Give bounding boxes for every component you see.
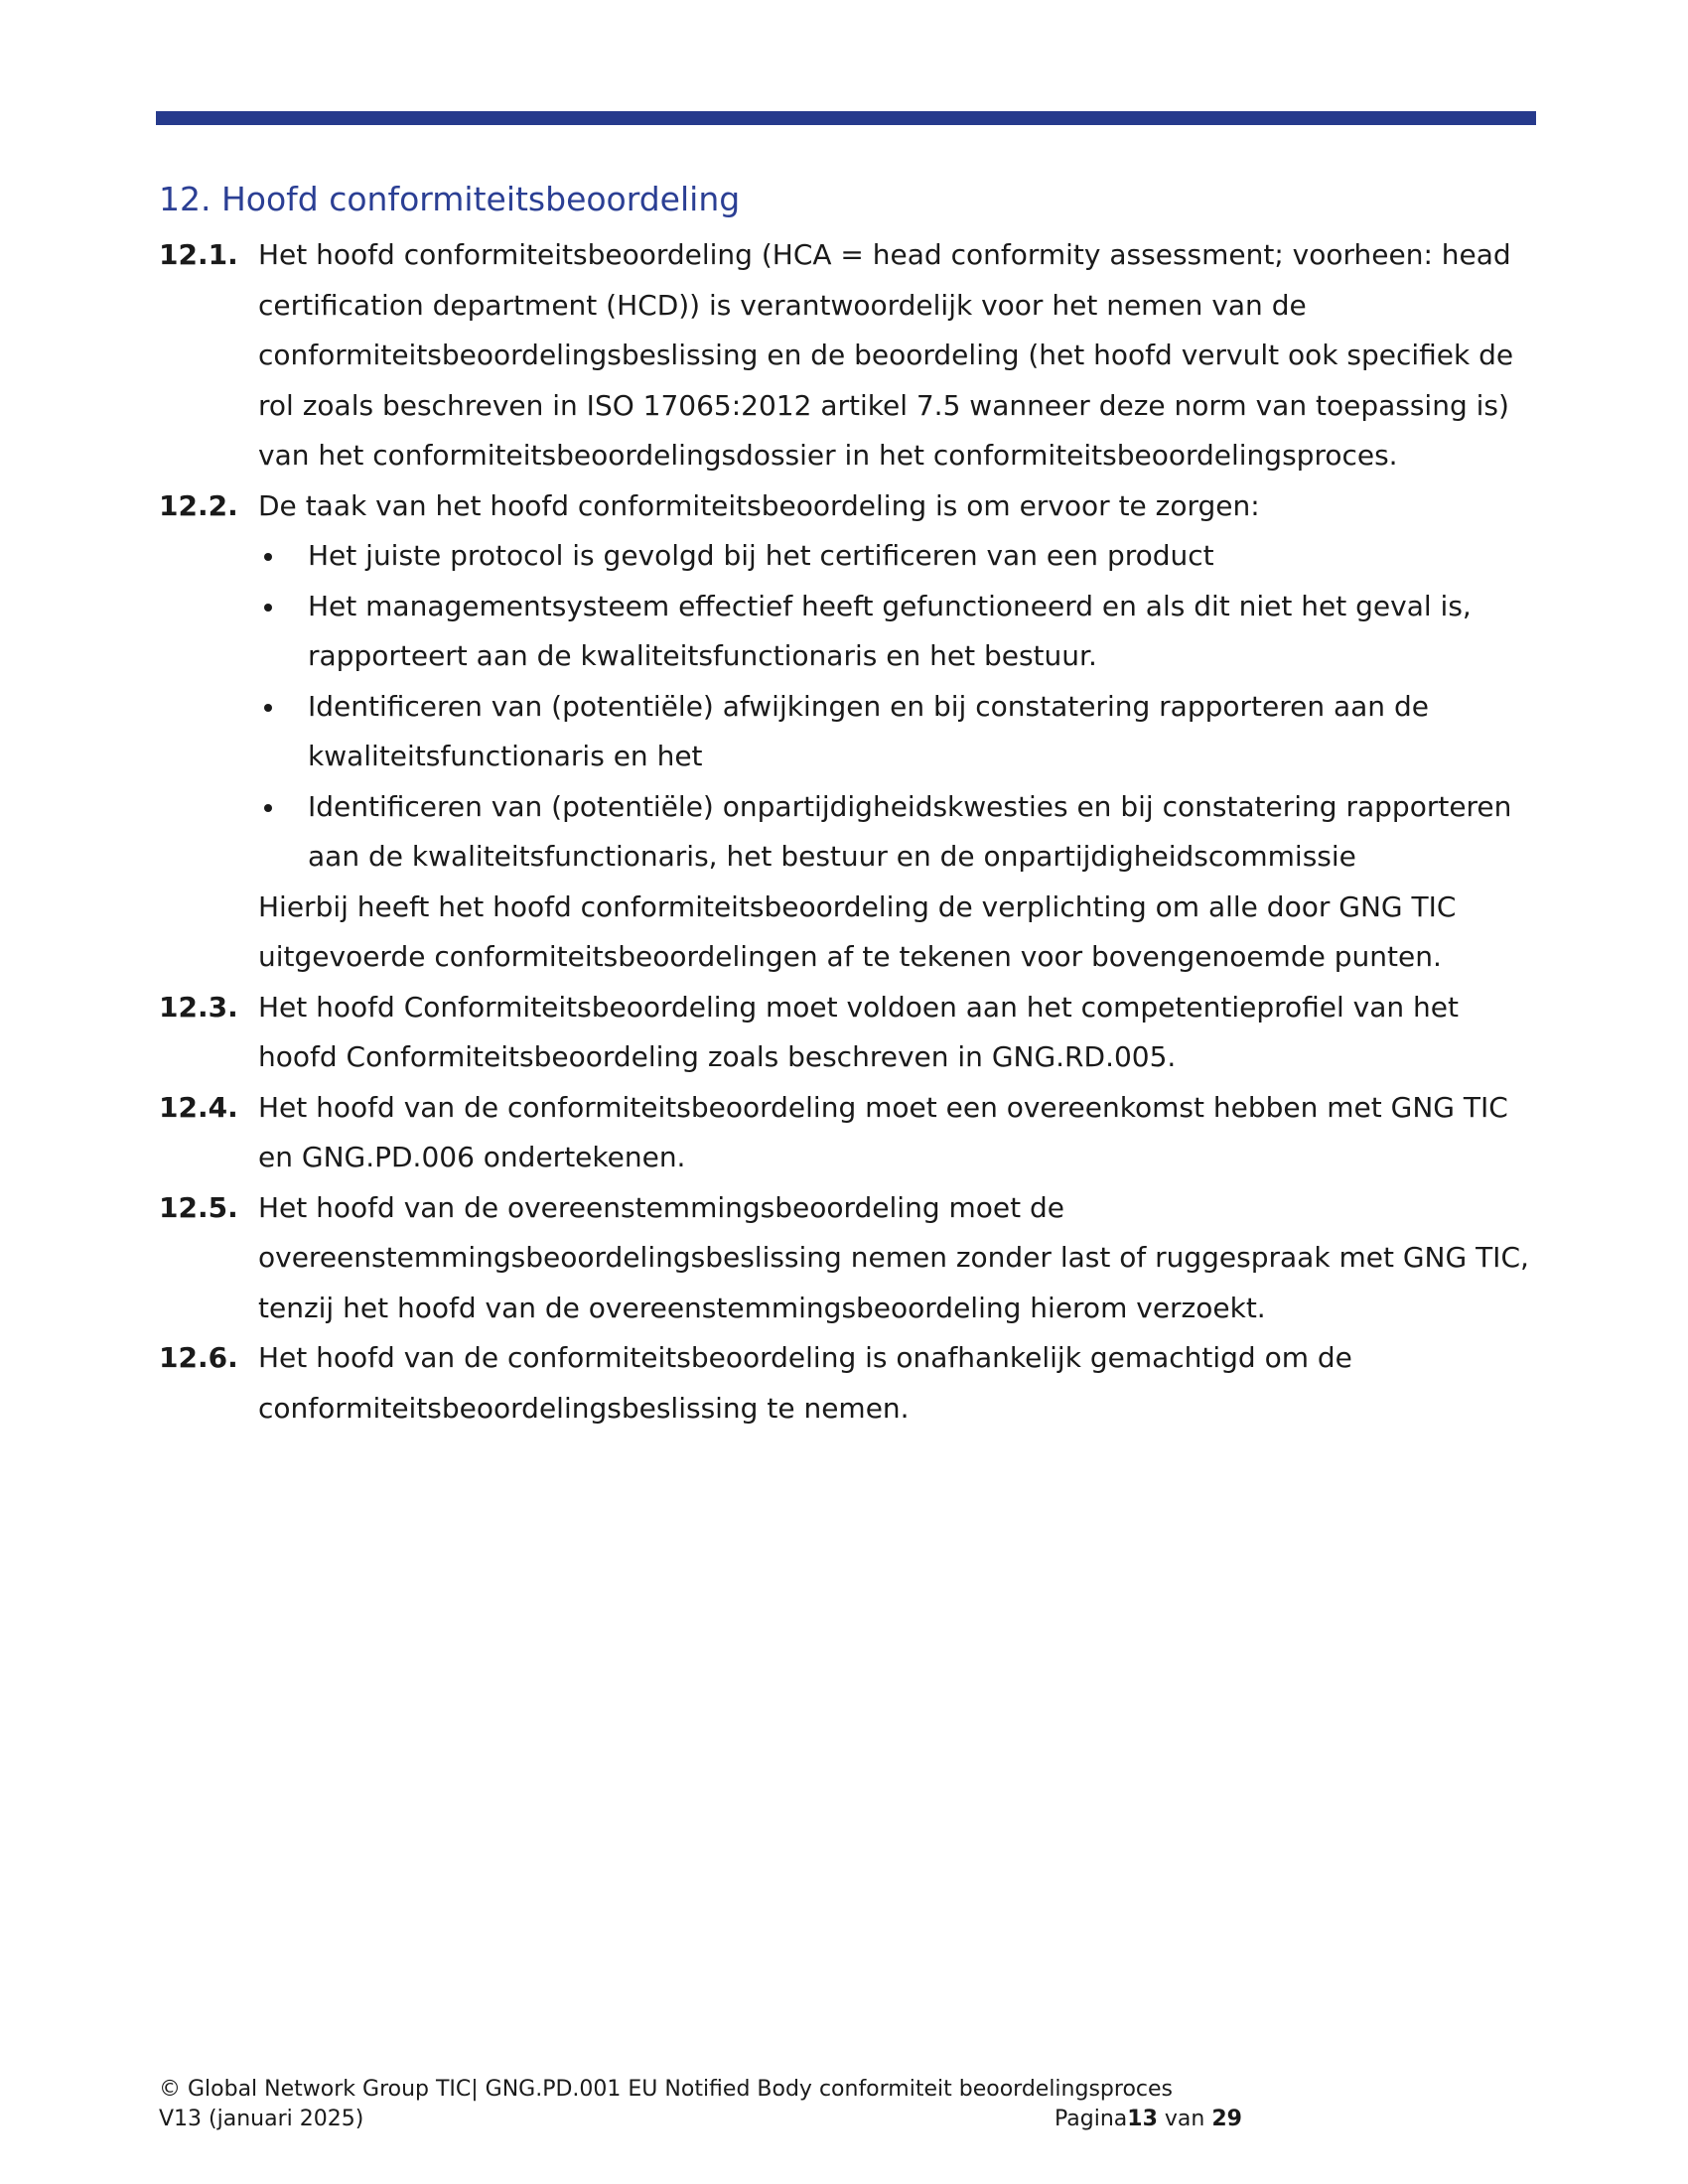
footer-copyright: © Global Network Group TIC| GNG.PD.001 EU Notified Body conformiteit beoordelingsproces [159,2077,1173,2102]
clause-text: De taak van het hoofd conformiteitsbeoordeling is om ervoor te zorgen: [258,488,1260,522]
clause-content [258,481,1539,983]
clause-text: Het hoofd Conformiteitsbeoordeling moet voldoen aan het competentieprofiel van het hoofd Conformiteitsbeoordeling zoals beschreven in GNG.RD.005. [258,990,1459,1073]
bullet-icon [258,531,308,582]
clause-text: Het hoofd van de conformiteitsbeoordeling moet een overeenkomst hebben met GNG TIC en GNG.PD.006 ondertekenen. [258,1090,1508,1173]
bullet-icon [258,682,308,782]
page-footer [159,2075,1242,2134]
page-separator: van [1157,2107,1212,2131]
list-item-text: Identificeren van (potentiële) afwijkingen en bij constatering rapporteren aan de kwaliteitsfunctionaris en het [308,689,1429,772]
clause-12-2 [159,481,1539,983]
clause-text: Het hoofd van de overeenstemmingsbeoordeling moet de overeenstemmingsbeoordelingsbeslissing nemen zonder last of ruggespraak met GNG TIC, tenzij het hoofd van de overeenstemmingsbeoordeling hierom verzoekt. [258,1190,1529,1324]
clause-12-6 [159,1333,1539,1433]
list-item [258,582,1539,682]
page-total: 29 [1211,2107,1242,2131]
footer-meta [159,2105,1242,2134]
clause-followup-text: Hierbij heeft het hoofd conformiteitsbeoordeling de verplichting om alle door GNG TIC uitgevoerde conformiteitsbeoordelingen af te tekenen voor bovengenoemde punten. [258,889,1457,973]
document-body [159,230,1539,1433]
clause-number: 12.2. [159,488,238,522]
clause-number: 12.5. [159,1190,238,1224]
clause-text: Het hoofd van de conformiteitsbeoordeling is onafhankelijk gemachtigd om de conformiteitsbeoordelingsbeslissing te nemen. [258,1341,1352,1425]
bullet-icon [258,782,308,883]
clause-12-1 [159,230,1539,481]
page-number [1055,2105,1242,2134]
list-item [258,531,1539,582]
header-rule [156,111,1536,125]
clause-text: Het hoofd conformiteitsbeoordeling (HCA = head conformity assessment; voorheen: head certification department (HCD)) is verantwoordelijk voor het nemen van de conformiteitsbeoordelingsbeslissing en de beoordeling (het hoofd vervult ook specifiek de rol zoals beschreven in ISO 17065:2012 artikel 7.5 wanneer deze norm van toepassing is) van het conformiteitsbeoordelingsdossier in het conformiteitsbeoordelingsproces. [258,238,1514,472]
list-item [258,782,1539,883]
clause-number: 12.1. [159,238,238,271]
bullet-icon [258,582,308,682]
list-item-text: Het managementsysteem effectief heeft gefunctioneerd en als dit niet het geval is, rapporteert aan de kwaliteitsfunctionaris en het bestuur. [308,589,1472,672]
clause-12-5 [159,1183,1539,1334]
section-heading: 12. Hoofd conformiteitsbeoordeling [159,180,741,218]
list-item-text: Het juiste protocol is gevolgd bij het certificeren van een product [308,539,1214,572]
clause-12-3 [159,983,1539,1083]
clause-number: 12.3. [159,990,238,1024]
footer-version: V13 (januari 2025) [159,2107,364,2131]
bullet-list [258,531,1539,883]
page-current: 13 [1127,2107,1158,2131]
page-label: Pagina [1055,2107,1128,2131]
clause-12-4 [159,1083,1539,1183]
clause-number: 12.4. [159,1090,238,1124]
clause-number: 12.6. [159,1341,238,1374]
list-item [258,682,1539,782]
list-item-text: Identificeren van (potentiële) onpartijdigheidskwesties en bij constatering rapporteren aan de kwaliteitsfunctionaris, het bestuur en de onpartijdigheidscommissie [308,789,1512,873]
